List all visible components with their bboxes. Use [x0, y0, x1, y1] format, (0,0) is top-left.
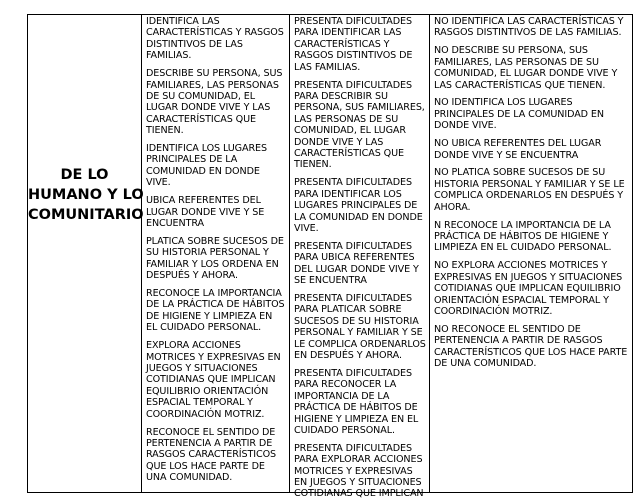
not-achieved-cell [430, 15, 634, 369]
indicator-text: RECONOCE EL SENTIDO DE PERTENENCIA A PARTIR DE RASGOS CARACTERÍSTICOS QUE LOS HACE PARTE DE UNA COMUNIDAD. [146, 426, 277, 484]
indicator-text: NO PLATICA SOBRE SUCESOS DE SU HISTORIA PERSONAL Y FAMILIAR Y SE LE COMPLICA ORDENARLOS EN DESPUÉS Y AHORA. [434, 167, 625, 213]
not-achieved-column [430, 15, 634, 492]
indicator-text: NO UBICA REFERENTES DEL LUGAR DONDE VIVE Y SE ENCUENTRA [434, 138, 602, 161]
in-process-cell [290, 15, 429, 500]
indicator-text: RECONOCE LA IMPORTANCIA DE LA PRÁCTICA DE HÁBITOS DE HIGIENE Y LIMPIEZA EN EL CUIDADO PERSONAL. [146, 288, 285, 334]
indicator-text: IDENTIFICA LAS CARACTERÍSTICAS Y RASGOS DISTINTIVOS DE LAS FAMILIAS. [146, 16, 284, 62]
indicator-text: NO IDENTIFICA LOS LUGARES PRINCIPALES DE LA COMUNIDAD EN DONDE VIVE. [434, 97, 604, 132]
area-title-line: DE LO [60, 167, 109, 183]
indicator-text: N RECONOCE LA IMPORTANCIA DE LA PRÁCTICA DE HÁBITOS DE HIGIENE Y LIMPIEZA EN EL CUIDADO PERSONAL. [434, 219, 612, 254]
area-title-line: HUMANO Y LO [28, 187, 144, 203]
indicator-text: PRESENTA DIFICULTADES PARA IDENTIFICAR LOS LUGARES PRINCIPALES DE LA COMUNIDAD EN DONDE VIVE. [294, 177, 423, 234]
area-cell [28, 15, 142, 492]
indicator-text: IDENTIFICA LOS LUGARES PRINCIPALES DE LA COMUNIDAD EN DONDE VIVE. [146, 143, 268, 189]
area-title-line: COMUNITARIO [28, 207, 144, 223]
in-process-column [290, 15, 430, 500]
indicator-text: NO RECONOCE EL SENTIDO DE PERTENENCIA A PARTIR DE RASGOS CARACTERÍSTICOS QUE LOS HACE PARTE DE UNA COMUNIDAD. [434, 323, 628, 370]
indicator-text: NO EXPLORA ACCIONES MOTRICES Y EXPRESIVAS EN JUEGOS Y SITUACIONES COTIDIANAS QUE IMPLICAN EQUILIBRIO ORIENTACIÓN ESPACIAL TEMPORAL Y COORDINACIÓN MOTRIZ. [434, 260, 623, 317]
indicator-text: EXPLORA ACCIONES MOTRICES Y EXPRESIVAS EN JUEGOS Y SITUACIONES COTIDIANAS QUE IMPLICAN EQUILIBRIO ORIENTACIÓN ESPACIAL TEMPORAL Y COORDINACIÓN MOTRIZ. [146, 340, 281, 420]
area-title [28, 165, 144, 225]
indicator-text: PRESENTA DIFICULTADES PARA EXPLORAR ACCIONES MOTRICES Y EXPRESIVAS EN JUEGOS Y SITUACIONES COTIDIANAS QUE IMPLICAN [294, 442, 424, 500]
indicator-text: NO DESCRIBE SU PERSONA, SUS FAMILIARES, LAS PERSONAS DE SU COMUNIDAD, EL LUGAR DONDE VIVE Y LAS CARACTERÍSTICAS QUE TIENEN. [434, 45, 618, 91]
indicator-text: NO IDENTIFICA LAS CARACTERÍSTICAS Y RASGOS DISTINTIVOS DE LAS FAMILIAS. [434, 16, 624, 39]
achieved-cell [142, 15, 289, 484]
indicator-text: UBICA REFERENTES DEL LUGAR DONDE VIVE Y SE ENCUENTRA [146, 195, 265, 229]
indicator-text: PRESENTA DIFICULTADES PARA UBICA REFERENTES DEL LUGAR DONDE VIVE Y SE ENCUENTRA [294, 240, 419, 287]
indicator-text: DESCRIBE SU PERSONA, SUS FAMILIARES, LAS PERSONAS DE SU COMUNIDAD, EL LUGAR DONDE VIVE Y LAS CARACTERÍSTICAS QUE TIENEN. [146, 68, 283, 137]
achieved-column [142, 15, 290, 492]
indicator-text: PRESENTA DIFICULTADES PARA RECONOCER LA IMPORTANCIA DE LA PRÁCTICA DE HÁBITOS DE HIGIENE Y LIMPIEZA EN EL CUIDADO PERSONAL. [294, 367, 419, 436]
indicator-text: PRESENTA DIFICULTADES PARA DESCRIBIR SU PERSONA, SUS FAMILIARES, LAS PERSONAS DE SU COMUNIDAD, EL LUGAR DONDE VIVE Y LAS CARACTERÍSTICAS QUE TIENEN. [294, 79, 425, 171]
indicator-text: PRESENTA DIFICULTADES PARA PLATICAR SOBRE SUCESOS DE SU HISTORIA PERSONAL Y FAMILIAR Y SE LE COMPLICA ORDENARLOS EN DESPUÉS Y AHORA. [294, 292, 426, 361]
indicator-text: PLATICA SOBRE SUCESOS DE SU HISTORIA PERSONAL Y FAMILIAR Y LOS ORDENA EN DESPUÉS Y AHORA. [146, 235, 284, 282]
indicator-text: PRESENTA DIFICULTADES PARA IDENTIFICAR LAS CARACTERÍSTICAS Y RASGOS DISTINTIVOS DE LAS FAMILIAS. [294, 16, 413, 73]
evaluation-table [27, 14, 633, 500]
